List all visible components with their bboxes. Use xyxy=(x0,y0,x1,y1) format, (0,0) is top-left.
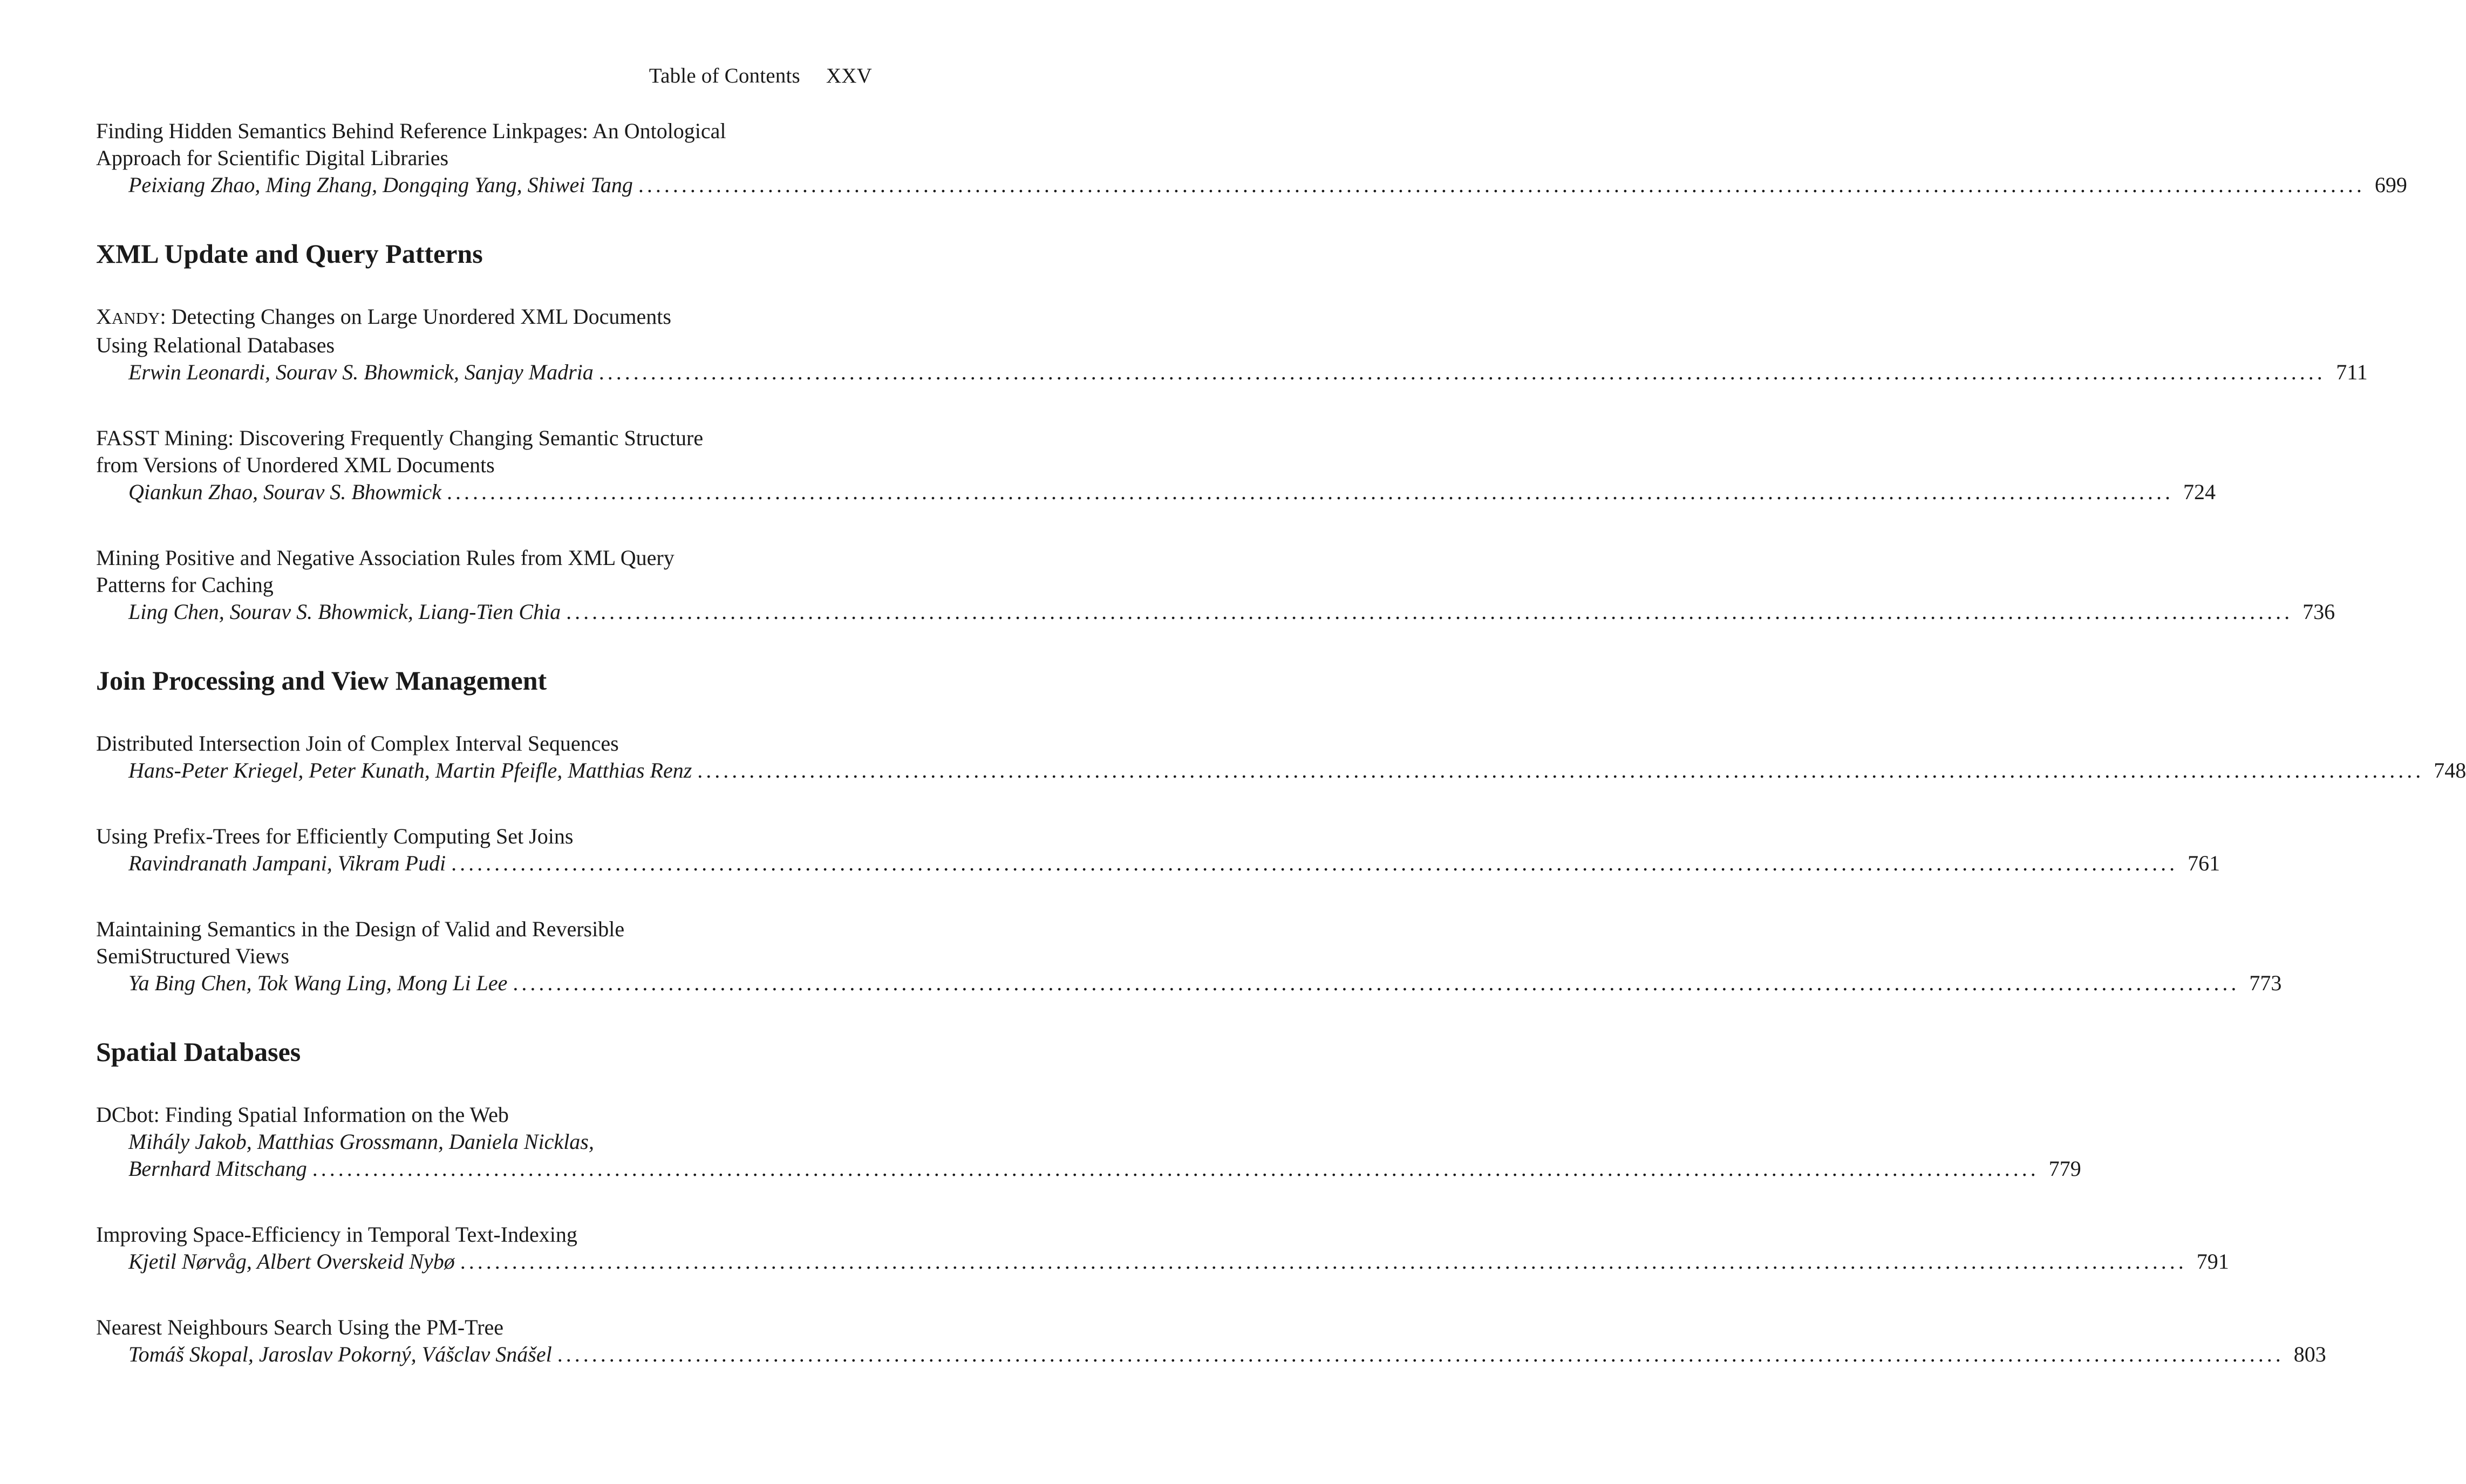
entry-title-line: Approach for Scientific Digital Libraries xyxy=(96,146,449,170)
authors-row xyxy=(96,359,2368,386)
dot-leader: ........................................................................................................................................................................................................ xyxy=(557,1342,2284,1366)
toc-entry xyxy=(96,544,2335,625)
entry-authors: Tomáš Skopal, Jaroslav Pokorný, Vášclav Snášel xyxy=(128,1342,552,1366)
dot-leader: ........................................................................................................................................................................................................ xyxy=(460,1249,2187,1274)
authors-row xyxy=(96,479,2216,506)
entry-page-number: 711 xyxy=(2336,360,2368,384)
authors-row-continued xyxy=(96,1128,871,1155)
authors-row xyxy=(96,850,2220,877)
toc-entry xyxy=(96,425,2216,506)
dot-leader: ........................................................................................................................................................................................................ xyxy=(697,758,2424,782)
entry-title xyxy=(96,544,871,598)
entry-title xyxy=(96,425,871,479)
entry-title xyxy=(96,916,871,970)
running-head xyxy=(649,64,872,88)
entry-title-line: FASST Mining: Discovering Frequently Changing Semantic Structure xyxy=(96,426,704,450)
entry-page-number: 773 xyxy=(2249,971,2282,995)
entry-title xyxy=(96,730,871,757)
section-heading: Join Processing and View Management xyxy=(96,665,547,696)
entry-title-line: Nearest Neighbours Search Using the PM-Tree xyxy=(96,1315,504,1339)
dot-leader: ........................................................................................................................................................................................................ xyxy=(566,600,2293,624)
authors-row xyxy=(96,970,2282,997)
toc-entry xyxy=(96,1314,2326,1368)
authors-row xyxy=(96,757,2466,784)
entry-authors: Peixiang Zhao, Ming Zhang, Dongqing Yang, Shiwei Tang xyxy=(128,173,633,197)
smallcaps-initial: X xyxy=(96,304,112,329)
entry-title-line: DCbot: Finding Spatial Information on the Web xyxy=(96,1102,509,1127)
entry-title xyxy=(96,118,871,172)
section-heading: Spatial Databases xyxy=(96,1037,301,1067)
toc-content xyxy=(96,118,2466,1407)
entry-title-line: from Versions of Unordered XML Documents xyxy=(96,453,495,477)
entry-title-line xyxy=(96,303,871,332)
entry-page-number: 699 xyxy=(2374,173,2407,197)
dot-leader: ........................................................................................................................................................................................................ xyxy=(312,1156,2039,1181)
dot-leader: ........................................................................................................................................................................................................ xyxy=(451,851,2178,875)
entry-title xyxy=(96,823,871,850)
entry-page-number: 748 xyxy=(2434,758,2466,782)
entry-authors: Ya Bing Chen, Tok Wang Ling, Mong Li Lee xyxy=(128,971,508,995)
entry-title-line: Improving Space-Efficiency in Temporal Text-Indexing xyxy=(96,1222,577,1247)
entry-title-line: Patterns for Caching xyxy=(96,573,274,597)
toc-entry xyxy=(96,118,2407,199)
running-head-page-number: XXV xyxy=(826,64,872,87)
entry-page-number: 724 xyxy=(2183,480,2216,504)
entry-page-number: 779 xyxy=(2048,1156,2081,1181)
authors-row xyxy=(96,1248,2229,1275)
running-head-title: Table of Contents xyxy=(649,64,800,87)
entry-title xyxy=(96,1221,871,1248)
toc-entry xyxy=(96,1101,2081,1182)
dot-leader: ........................................................................................................................................................................................................ xyxy=(598,360,2326,384)
entry-page-number: 736 xyxy=(2302,600,2335,624)
entry-authors: Qiankun Zhao, Sourav S. Bhowmick xyxy=(128,480,441,504)
entry-authors: Ravindranath Jampani, Vikram Pudi xyxy=(128,851,446,875)
authors-row xyxy=(96,172,2407,199)
toc-entry xyxy=(96,730,2466,784)
entry-title-line: Using Prefix-Trees for Efficiently Computing Set Joins xyxy=(96,824,574,848)
entry-authors: Kjetil Nørvåg, Albert Overskeid Nybø xyxy=(128,1249,455,1274)
section-heading: XML Update and Query Patterns xyxy=(96,239,483,269)
entry-title xyxy=(96,303,871,359)
dot-leader: ........................................................................................................................................................................................................ xyxy=(513,971,2240,995)
entry-title-line: SemiStructured Views xyxy=(96,944,289,968)
authors-row xyxy=(96,1155,2081,1182)
dot-leader: ........................................................................................................................................................................................................ xyxy=(638,173,2365,197)
entry-authors: Hans-Peter Kriegel, Peter Kunath, Martin Pfeifle, Matthias Renz xyxy=(128,758,692,782)
entry-authors: Erwin Leonardi, Sourav S. Bhowmick, Sanjay Madria xyxy=(128,360,594,384)
entry-page-number: 791 xyxy=(2196,1249,2229,1274)
entry-title xyxy=(96,1314,871,1341)
title-text: : Detecting Changes on Large Unordered XML Documents xyxy=(160,304,671,329)
entry-authors: Bernhard Mitschang xyxy=(128,1156,307,1181)
smallcaps-rest: ANDY xyxy=(111,309,160,328)
entry-page-number: 803 xyxy=(2293,1342,2326,1366)
entry-title-line: Distributed Intersection Join of Complex Interval Sequences xyxy=(96,731,619,755)
entry-authors: Mihály Jakob, Matthias Grossmann, Daniela Nicklas, xyxy=(128,1129,594,1154)
entry-title xyxy=(96,1101,871,1128)
entry-authors: Ling Chen, Sourav S. Bhowmick, Liang-Tien Chia xyxy=(128,600,561,624)
entry-title-line: Using Relational Databases xyxy=(96,333,335,357)
authors-row xyxy=(96,598,2335,625)
entry-title-line: Maintaining Semantics in the Design of Valid and Reversible xyxy=(96,917,625,941)
toc-entry xyxy=(96,916,2282,997)
authors-row xyxy=(96,1341,2326,1368)
toc-entry xyxy=(96,1221,2229,1275)
entry-title-line: Finding Hidden Semantics Behind Reference Linkpages: An Ontological xyxy=(96,119,726,143)
entry-title-line: Mining Positive and Negative Association Rules from XML Query xyxy=(96,546,675,570)
toc-entry xyxy=(96,823,2220,877)
entry-page-number: 761 xyxy=(2188,851,2220,875)
toc-entry xyxy=(96,303,2368,386)
dot-leader: ........................................................................................................................................................................................................ xyxy=(446,480,2174,504)
